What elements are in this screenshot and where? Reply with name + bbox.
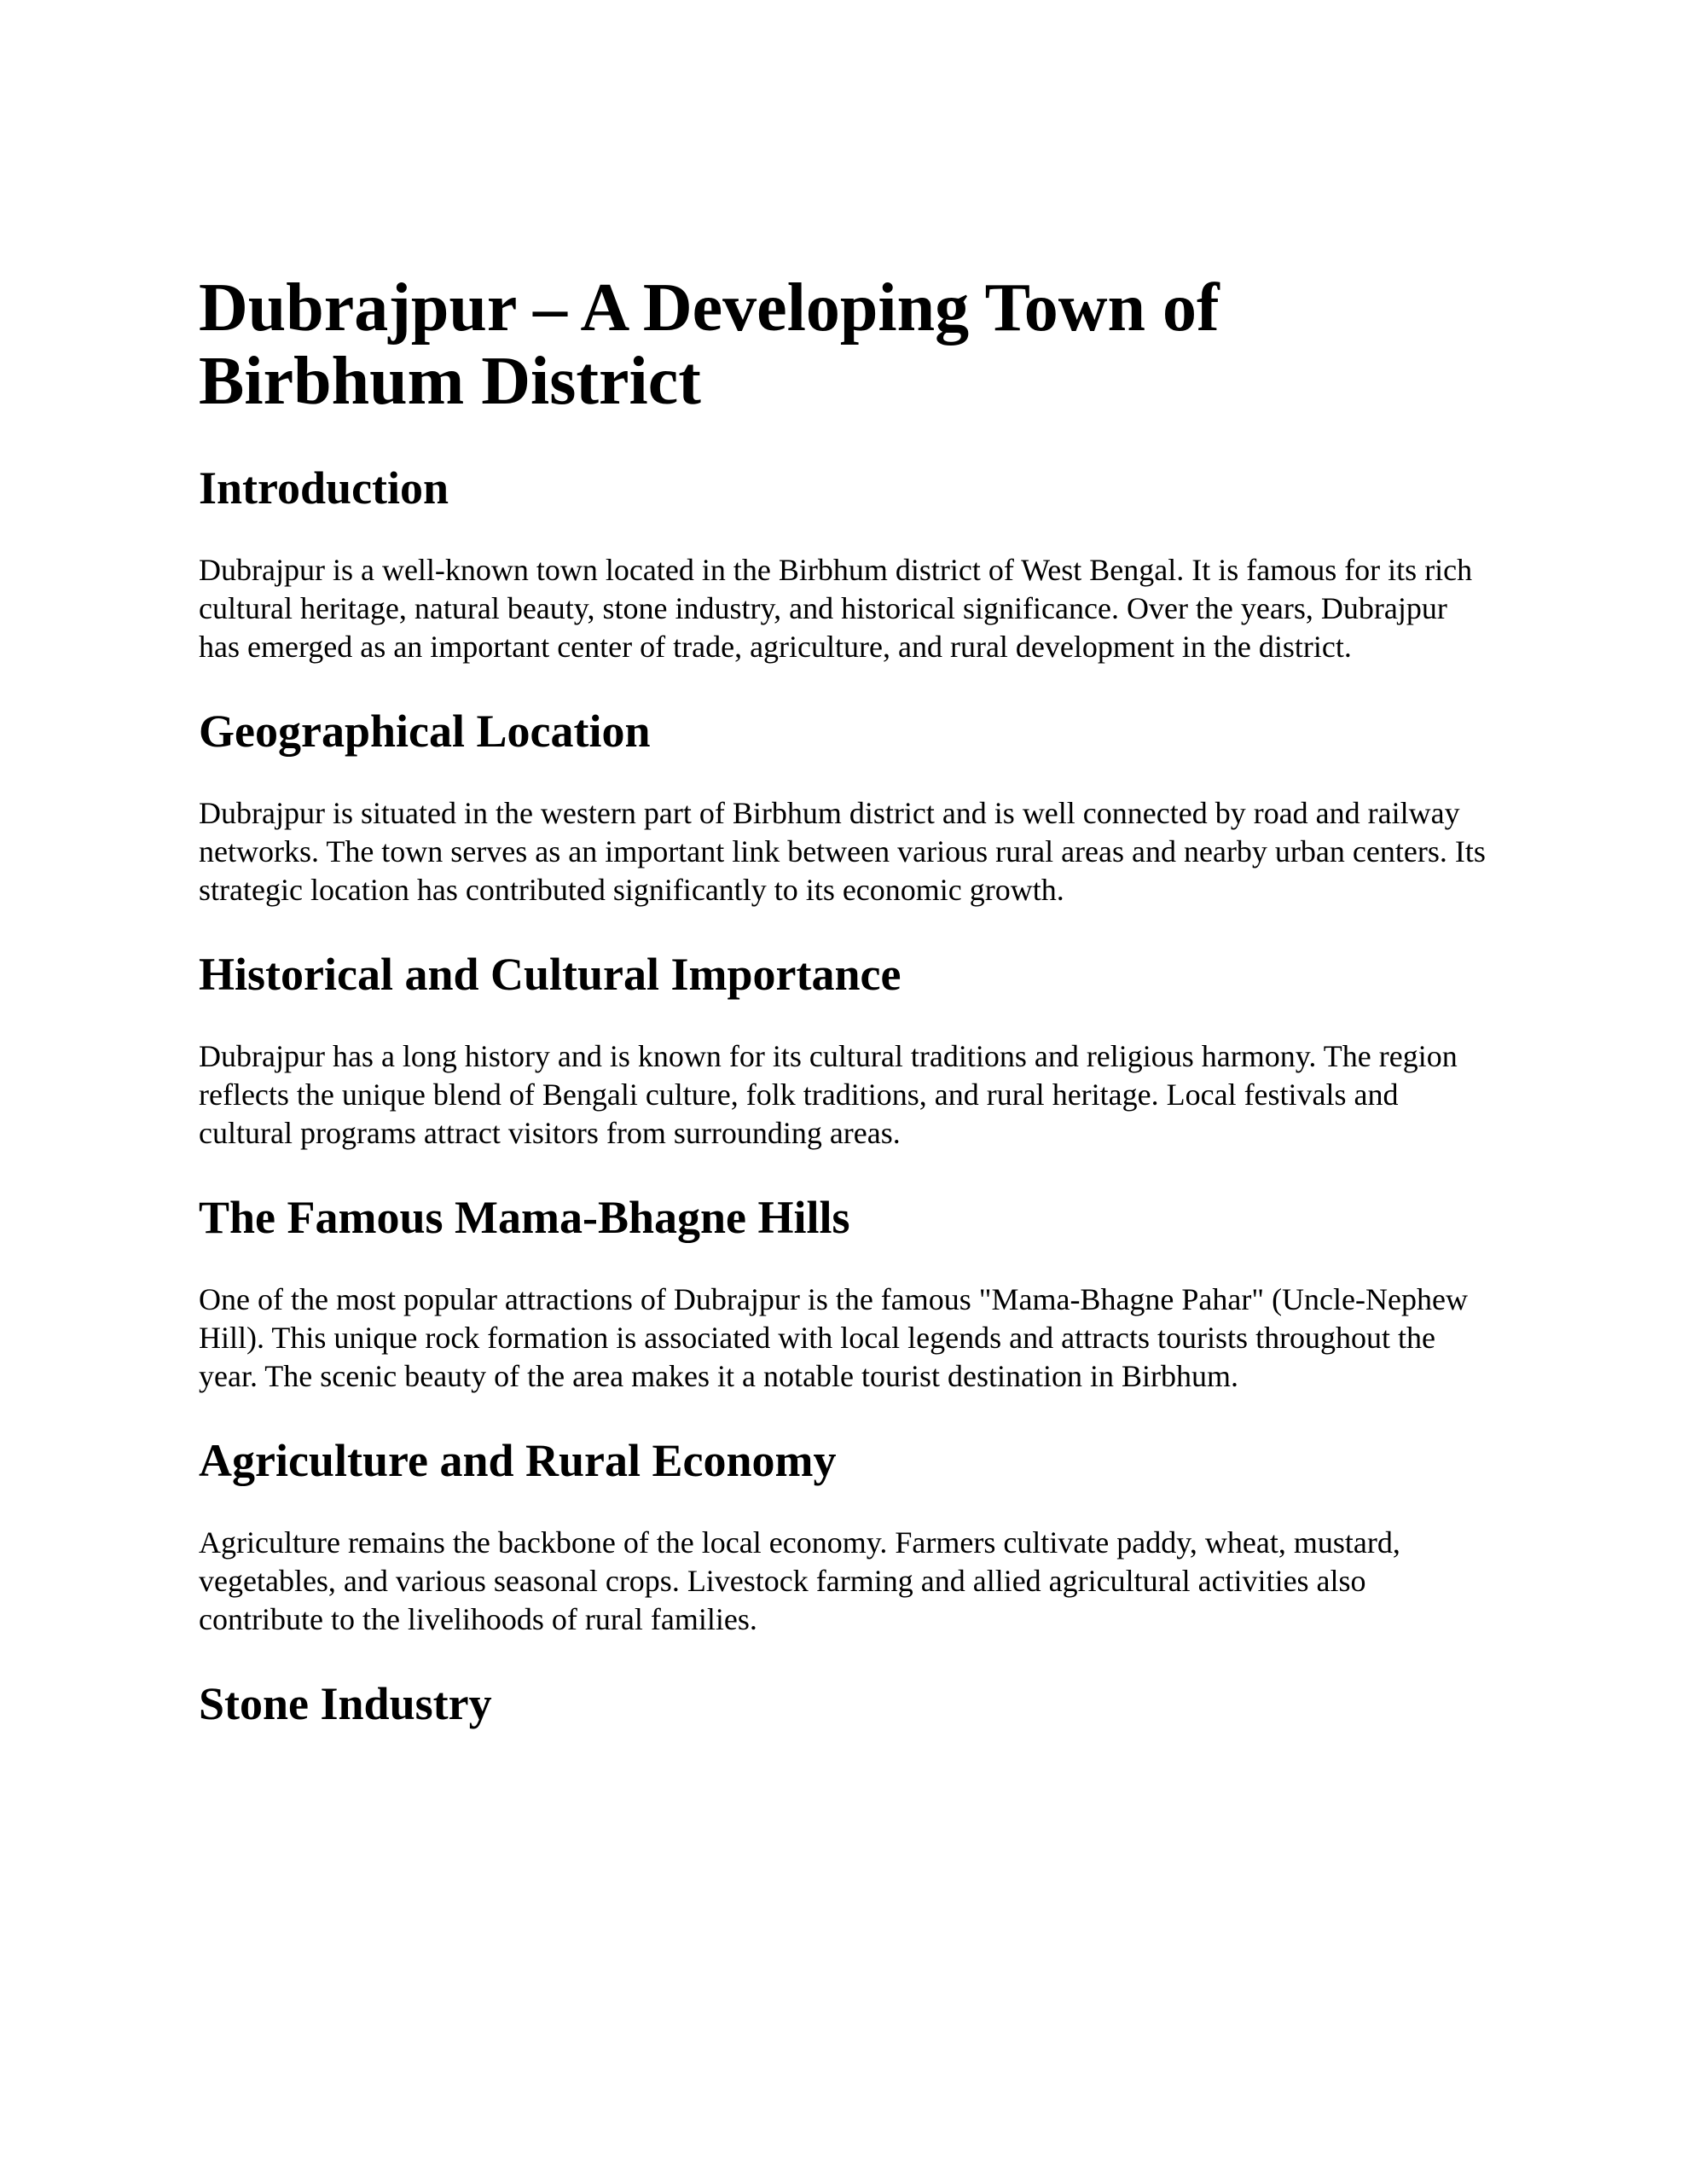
section-paragraph: Agriculture remains the backbone of the local economy. Farmers cultivate paddy, wheat, mustard, vegetables, and various seasonal crops. Livestock farming and allied agricultural activities also contribute to the livelihoods of rural families. xyxy=(199,1525,1400,1636)
section-agriculture xyxy=(199,1433,1495,1639)
section-geographical-location xyxy=(199,704,1495,909)
section-paragraph: Dubrajpur is situated in the western part of Birbhum district and is well connected by road and railway networks. The town serves as an important link between various rural areas and nearby urban centers. Its strategic location has contributed significantly to its economic growth. xyxy=(199,796,1486,907)
section-heading: The Famous Mama-Bhagne Hills xyxy=(199,1192,850,1243)
section-introduction xyxy=(199,461,1495,666)
section-heading: Geographical Location xyxy=(199,706,651,757)
section-mama-bhagne-hills xyxy=(199,1190,1495,1396)
section-stone-industry xyxy=(199,1676,1495,1731)
document-title: Dubrajpur – A Developing Town of Birbhum District xyxy=(199,270,1220,419)
section-historical-cultural xyxy=(199,947,1495,1153)
section-heading: Agriculture and Rural Economy xyxy=(199,1435,837,1486)
section-heading: Historical and Cultural Importance xyxy=(199,949,901,1000)
section-paragraph: Dubrajpur is a well-known town located in the Birbhum district of West Bengal. It is famous for its rich cultural heritage, natural beauty, stone industry, and historical significance. Over the years, Dubrajpur has emerged as an important center of trade, agriculture, and rural development in the district. xyxy=(199,553,1473,664)
section-paragraph: Dubrajpur has a long history and is known for its cultural traditions and religious harmony. The region reflects the unique blend of Bengali culture, folk traditions, and rural heritage. Local festivals and cultural programs attract visitors from surrounding areas. xyxy=(199,1039,1458,1150)
section-heading: Introduction xyxy=(199,462,449,514)
section-paragraph: One of the most popular attractions of Dubrajpur is the famous "Mama-Bhagne Pahar" (Uncle-Nephew Hill). This unique rock formation is associated with local legends and attracts tourists throughout the year. The scenic beauty of the area makes it a notable tourist destination in Birbhum. xyxy=(199,1282,1468,1393)
document-page xyxy=(199,271,1495,1731)
section-heading: Stone Industry xyxy=(199,1678,492,1729)
